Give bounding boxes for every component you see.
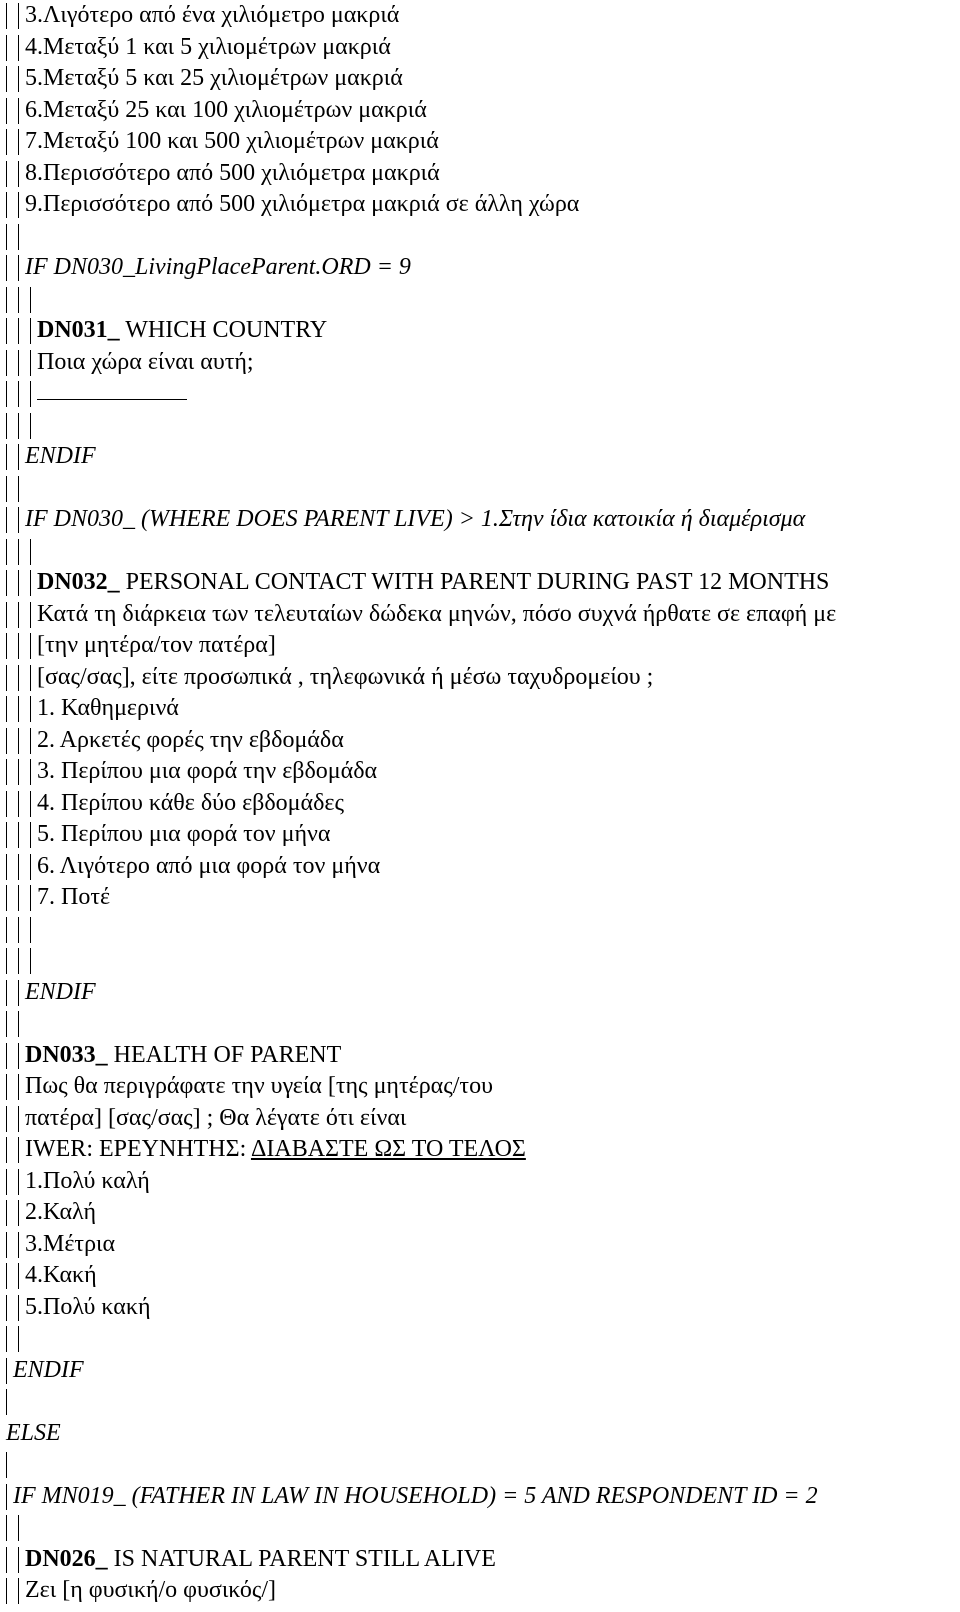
indent-bar [6, 822, 7, 848]
indent-bar [18, 35, 19, 61]
indent-bar [18, 287, 19, 313]
indent-bar [18, 1578, 19, 1604]
indent-bar [6, 1295, 7, 1321]
document-line [0, 977, 960, 1009]
indent-bar [30, 759, 31, 785]
document-line [0, 567, 960, 599]
indent-bar [6, 759, 7, 785]
line-text: 9.Περισσότερο από 500 χιλιόμετρα μακριά σε άλλη χώρα [25, 191, 580, 217]
document-line [0, 1229, 960, 1261]
line-text: 3. Περίπου μια φορά την εβδομάδα [37, 758, 378, 784]
indent-bar [18, 192, 19, 218]
document-line [0, 662, 960, 694]
indent-bar [30, 665, 31, 691]
indent-bar [6, 1011, 7, 1037]
indent-bar [18, 1169, 19, 1195]
indent-bar [6, 917, 7, 943]
indent-bar [18, 129, 19, 155]
document-line [0, 189, 960, 221]
indent-bar [6, 35, 7, 61]
line-text: 3.Μέτρια [25, 1230, 116, 1257]
indent-bar [6, 1547, 7, 1573]
question-title: WHICH COUNTRY [119, 317, 328, 343]
document-line [0, 284, 960, 316]
indent-bar [6, 255, 7, 281]
indent-bar [18, 1295, 19, 1321]
line-text: Κατά τη διάρκεια των τελευταίων δώδεκα μηνών, πόσο συχνά ήρθατε σε επαφή με [37, 600, 837, 627]
line-text: Ζει [η φυσική/ο φυσικός/] [25, 1577, 277, 1603]
question-code: DN033_ [25, 1041, 108, 1068]
routing-condition: ENDIF [25, 443, 96, 469]
indent-bar [6, 1232, 7, 1258]
indent-bar [18, 1200, 19, 1226]
document-line [0, 1103, 960, 1135]
document-line [0, 1355, 960, 1387]
document-line [0, 1134, 960, 1166]
document-line [0, 126, 960, 158]
indent-bar [6, 728, 7, 754]
line-text: 1.Πολύ καλή [25, 1167, 150, 1194]
indent-bar [18, 1547, 19, 1573]
indent-bar [6, 791, 7, 817]
indent-bar [6, 66, 7, 92]
instruction-emphasis: ΔΙΑΒΑΣΤΕ ΩΣ ΤΟ ΤΕΛΟΣ [250, 1136, 526, 1162]
indent-bar [18, 255, 19, 281]
line-text: 7. Ποτέ [37, 884, 111, 910]
document-line [0, 252, 960, 284]
indent-bar [30, 318, 31, 344]
indent-bar [30, 854, 31, 880]
indent-bar [18, 224, 19, 250]
indent-bar [18, 1011, 19, 1037]
question-code: DN031_ [37, 317, 120, 343]
document-line [0, 378, 960, 410]
line-text: IWER: ΕΡΕΥΝΗΤΗΣ: ΔΙΑΒΑΣΤΕ ΩΣ ΤΟ ΤΕΛΟΣ [25, 1136, 526, 1162]
indent-bar [6, 1200, 7, 1226]
indent-bar [30, 791, 31, 817]
indent-bar [18, 350, 19, 376]
indent-bar [6, 1106, 7, 1132]
indent-bar [30, 539, 31, 565]
indent-bar [6, 476, 7, 502]
line-text: [σας/σας], είτε προσωπικά , τηλεφωνικά ή μέσω ταχυδρομείου ; [37, 663, 654, 690]
document-line [0, 221, 960, 253]
line-text: Πως θα περιγράφατε την υγεία [της μητέρας/του [25, 1073, 493, 1099]
indent-bar [30, 287, 31, 313]
line-text: 5.Πολύ κακή [25, 1293, 151, 1320]
routing-condition: ENDIF [25, 978, 96, 1005]
indent-bar [6, 444, 7, 470]
indent-bar [18, 1232, 19, 1258]
indent-bar [18, 917, 19, 943]
indent-bar [30, 822, 31, 848]
indent-bar [30, 885, 31, 911]
question-title: PERSONAL CONTACT WITH PARENT DURING PAST 12 MONTHS [119, 569, 830, 595]
document-line [0, 1292, 960, 1324]
routing-condition: ENDIF [13, 1356, 84, 1383]
document-line [0, 630, 960, 662]
document-line [0, 1323, 960, 1355]
document-line [0, 504, 960, 536]
line-text: πατέρα] [σας/σας] ; Θα λέγατε ότι είναι [25, 1104, 407, 1131]
document-line [0, 473, 960, 505]
line-text: 5.Μεταξύ 5 και 25 χιλιομέτρων μακριά [25, 65, 403, 91]
document-line [0, 945, 960, 977]
document-line [0, 1260, 960, 1292]
indent-bar [18, 633, 19, 659]
question-title: IS NATURAL PARENT STILL ALIVE [107, 1545, 496, 1572]
document-line [0, 536, 960, 568]
document-line [0, 756, 960, 788]
indent-bar [18, 1263, 19, 1289]
question-code: DN032_ [37, 569, 120, 595]
indent-bar [18, 728, 19, 754]
document-line [0, 63, 960, 95]
line-text: 3.Λιγότερο από ένα χιλιόμετρο μακριά [25, 2, 400, 28]
line-text: 7.Μεταξύ 100 και 500 χιλιομέτρων μακριά [25, 128, 439, 154]
document-line [0, 95, 960, 127]
indent-bar [30, 381, 31, 407]
indent-bar [18, 507, 19, 533]
indent-bar [18, 1074, 19, 1100]
indent-bar [18, 791, 19, 817]
indent-bar [30, 602, 31, 628]
line-text: 4.Κακή [25, 1262, 97, 1288]
indent-bar [6, 1578, 7, 1604]
indent-bar [6, 350, 7, 376]
indent-bar [6, 1263, 7, 1289]
indent-bar [6, 539, 7, 565]
routing-condition: IF DN030_LivingPlaceParent.ORD = 9 [25, 254, 411, 280]
indent-bar [6, 1043, 7, 1069]
indent-bar [18, 476, 19, 502]
indent-bar [18, 948, 19, 974]
indent-bar [6, 192, 7, 218]
line-text: 2. Αρκετές φορές την εβδομάδα [37, 726, 344, 753]
question-heading [37, 567, 829, 599]
indent-bar [6, 224, 7, 250]
indent-bar [18, 885, 19, 911]
answer-blank [37, 381, 187, 400]
indent-bar [18, 570, 19, 596]
document-line [0, 725, 960, 757]
document-line [0, 1008, 960, 1040]
indent-bar [18, 696, 19, 722]
routing-condition: ELSE [6, 1419, 61, 1446]
indent-bar [30, 633, 31, 659]
document-line [0, 1449, 960, 1481]
indent-bar [18, 602, 19, 628]
line-text: 6. Λιγότερο από μια φορά τον μήνα [37, 852, 381, 879]
document-line [0, 1166, 960, 1198]
indent-bar [18, 444, 19, 470]
indent-bar [6, 1074, 7, 1100]
indent-bar [18, 665, 19, 691]
document-line [0, 1040, 960, 1072]
indent-bar [18, 381, 19, 407]
indent-bar [6, 948, 7, 974]
indent-bar [30, 350, 31, 376]
question-heading [25, 1544, 496, 1576]
document-line [0, 1544, 960, 1576]
document-line [0, 599, 960, 631]
indent-bar [6, 1452, 7, 1478]
indent-bar [18, 66, 19, 92]
indent-bar [6, 1326, 7, 1352]
routing-condition: IF MN019_ (FATHER IN LAW IN HOUSEHOLD) = 5 AND RESPONDENT ID = 2 [13, 1482, 818, 1509]
indent-bar [6, 1169, 7, 1195]
line-text: 5. Περίπου μια φορά τον μήνα [37, 821, 331, 847]
indent-bar [6, 696, 7, 722]
indent-bar [18, 318, 19, 344]
indent-bar [6, 854, 7, 880]
indent-bar [18, 854, 19, 880]
document-line [0, 158, 960, 190]
line-text: [την μητέρα/τον πατέρα] [37, 632, 276, 658]
document-line [0, 693, 960, 725]
indent-bar [18, 3, 19, 29]
document-line [0, 441, 960, 473]
indent-bar [18, 539, 19, 565]
indent-bar [6, 3, 7, 29]
indent-bar [6, 413, 7, 439]
document-line [0, 315, 960, 347]
line-text: 6.Μεταξύ 25 και 100 χιλιομέτρων μακριά [25, 96, 427, 123]
line-text: 2.Καλή [25, 1199, 96, 1225]
question-code: DN026_ [25, 1545, 108, 1572]
document-line [0, 1575, 960, 1607]
document-line [0, 1418, 960, 1450]
indent-bar [6, 1358, 7, 1384]
indent-bar [6, 885, 7, 911]
document-line [0, 851, 960, 883]
document-line [0, 410, 960, 442]
line-text [37, 378, 187, 410]
document-line [0, 1386, 960, 1418]
indent-bar [18, 1326, 19, 1352]
indent-bar [18, 980, 19, 1006]
indent-bar [6, 129, 7, 155]
indent-bar [6, 633, 7, 659]
indent-bar [6, 287, 7, 313]
indent-bar [18, 759, 19, 785]
document-line [0, 1512, 960, 1544]
document-line [0, 32, 960, 64]
question-heading [37, 315, 327, 347]
indent-bar [6, 161, 7, 187]
indent-bar [18, 1043, 19, 1069]
indent-bar [6, 318, 7, 344]
indent-bar [6, 1137, 7, 1163]
document-line [0, 1481, 960, 1513]
document-line [0, 0, 960, 32]
indent-bar [6, 980, 7, 1006]
indent-bar [6, 381, 7, 407]
indent-bar [30, 917, 31, 943]
indent-bar [6, 1389, 7, 1415]
document-line [0, 882, 960, 914]
question-title: HEALTH OF PARENT [107, 1041, 342, 1068]
indent-bar [6, 602, 7, 628]
indent-bar [30, 696, 31, 722]
indent-bar [30, 413, 31, 439]
indent-bar [6, 98, 7, 124]
indent-bar [18, 98, 19, 124]
indent-bar [6, 507, 7, 533]
document-line [0, 1197, 960, 1229]
indent-bar [18, 161, 19, 187]
line-text: 4.Μεταξύ 1 και 5 χιλιομέτρων μακριά [25, 33, 391, 60]
document-line [0, 1071, 960, 1103]
indent-bar [18, 822, 19, 848]
line-text: 1. Καθημερινά [37, 695, 179, 721]
document-line [0, 914, 960, 946]
question-heading [25, 1040, 341, 1072]
line-text: 4. Περίπου κάθε δύο εβδομάδες [37, 789, 344, 816]
line-text: Ποια χώρα είναι αυτή; [37, 348, 254, 375]
document-line [0, 347, 960, 379]
indent-bar [30, 948, 31, 974]
indent-bar [30, 728, 31, 754]
indent-bar [6, 1484, 7, 1510]
indent-bar [18, 1106, 19, 1132]
indent-bar [18, 1137, 19, 1163]
document-line [0, 819, 960, 851]
indent-bar [6, 665, 7, 691]
indent-bar [18, 1515, 19, 1541]
line-text: 8.Περισσότερο από 500 χιλιόμετρα μακριά [25, 159, 440, 186]
routing-condition: IF DN030_ (WHERE DOES PARENT LIVE) > 1.Στην ίδια κατοικία ή διαμέρισμα [25, 506, 806, 532]
document-line [0, 788, 960, 820]
indent-bar [6, 570, 7, 596]
indent-bar [18, 413, 19, 439]
indent-bar [30, 570, 31, 596]
indent-bar [6, 1515, 7, 1541]
